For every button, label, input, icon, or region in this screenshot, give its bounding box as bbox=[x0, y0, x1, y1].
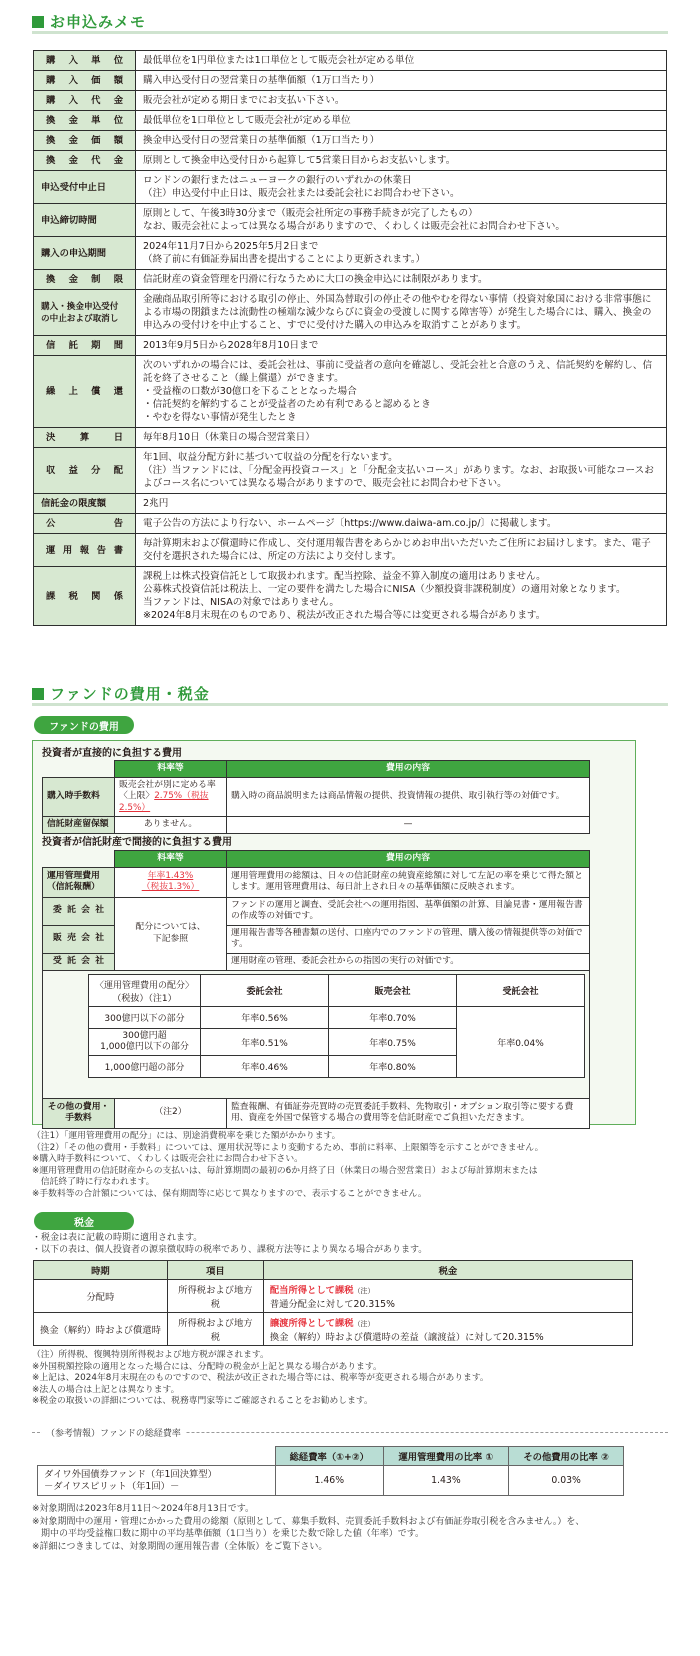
memo-row bbox=[34, 270, 667, 290]
col-content: 費用の内容 bbox=[227, 761, 590, 778]
tax-notes bbox=[32, 1350, 668, 1408]
total-ratio: 1.46% bbox=[276, 1466, 384, 1496]
memo-row bbox=[34, 91, 667, 111]
memo-label: 繰上償還 bbox=[34, 356, 136, 428]
memo-label: 決算日 bbox=[34, 428, 136, 448]
memo-label: 申込締切時間 bbox=[34, 204, 136, 237]
trustor-desc: ファンドの運用と調査、受託会社への運用指図、基準価額の計算、目論見書・運用報告書の作成等の対価です。 bbox=[227, 897, 590, 925]
memo-value: 最低単位を1円単位または1口単位として販売会社が定める単位 bbox=[136, 51, 667, 71]
section-title: ファンドの費用・税金 bbox=[50, 685, 210, 703]
square-bullet-icon bbox=[32, 16, 44, 28]
memo-value: 2013年9月5日から2028年8月10日まで bbox=[136, 336, 667, 356]
col-mgmt: 運用管理費用の比率 ① bbox=[383, 1447, 509, 1466]
alloc-tier: 300億円超 1,000億円以下の部分 bbox=[89, 1029, 201, 1056]
tax-type: 譲渡所得として課税 bbox=[269, 1318, 354, 1329]
memo-label: 購入単位 bbox=[34, 51, 136, 71]
direct-costs-title: 投資者が直接的に負担する費用 bbox=[42, 748, 182, 759]
memo-row bbox=[34, 237, 667, 270]
memo-value: 販売会社が定める期日までにお支払い下さい。 bbox=[136, 91, 667, 111]
allocation-note: 配分については、 下記参照 bbox=[115, 897, 227, 970]
other-fee-value: （注2） bbox=[115, 1098, 227, 1128]
section-header-fees-taxes bbox=[32, 684, 668, 706]
purchase-fee-desc: 購入時の商品説明または商品情報の提供、投資情報の提供、取引執行等の対価です。 bbox=[227, 777, 590, 817]
memo-value: 金融商品取引所等における取引の停止、外国為替取引の停止その他やむを得ない事情（投資対象国における非常事態による市場の閉鎖または流動性の極端な減少ならびに資金の受渡しに関する障害等）が発生した場合には、購入、換金の申込みの受付けを中止すること、すでに受付けた購入の申込みを取消すことがあります。 bbox=[136, 290, 667, 336]
note: （注）所得税、復興特別所得税および地方税が課されます。 bbox=[32, 1350, 269, 1360]
col-other: その他費用の比率 ② bbox=[509, 1447, 624, 1466]
intro-line: ・以下の表は、個人投資者の源泉徴収時の税率であり、課税方法等により異なる場合があります。 bbox=[32, 1244, 428, 1255]
note: ※外国税額控除の適用となった場合には、分配時の税金が上記と異なる場合があります。 bbox=[32, 1361, 382, 1372]
allocation-table bbox=[88, 974, 585, 1078]
note: ※手数料等の合計額については、保有期間等に応じて異なりますので、表示することができません。 bbox=[32, 1188, 427, 1199]
section-title: お申込みメモ bbox=[50, 13, 147, 31]
alloc-value: 年率0.56% bbox=[201, 1007, 329, 1029]
memo-row bbox=[34, 290, 667, 336]
memo-label: 換金単位 bbox=[34, 111, 136, 131]
memo-label: 課税関係 bbox=[34, 567, 136, 626]
memo-label: 申込受付中止日 bbox=[34, 171, 136, 204]
memo-value: 電子公告の方法により行ない、ホームページ〔https://www.daiwa-am.co.jp/〕に掲載します。 bbox=[136, 514, 667, 534]
col-timing: 時期 bbox=[34, 1261, 168, 1280]
col-item: 項目 bbox=[167, 1261, 263, 1280]
alloc-header: 受託会社 bbox=[457, 975, 585, 1007]
mgmt-fee-desc: 運用管理費用の総額は、日々の信託財産の純資産総額に対して左記の率を乗じて得た額とします。運用管理費用は、毎日計上され日々の基準価額に反映されます。 bbox=[227, 867, 590, 897]
memo-label: 換金価額 bbox=[34, 131, 136, 151]
memo-value: ロンドンの銀行またはニューヨークの銀行のいずれかの休業日 （注）申込受付中止日は、販売会社または委託会社にお問合わせ下さい。 bbox=[136, 171, 667, 204]
alloc-value: 年率0.46% bbox=[201, 1056, 329, 1078]
memo-row bbox=[34, 204, 667, 237]
note: ※対象期間は2023年8月11日～2024年8月13日です。 bbox=[32, 1504, 254, 1514]
memo-row bbox=[34, 356, 667, 428]
section-header-application-memo bbox=[32, 12, 668, 34]
expense-ratio-table bbox=[37, 1446, 624, 1496]
memo-row bbox=[34, 494, 667, 514]
intro-line: ・税金は表に記載の時期に適用されます。 bbox=[32, 1233, 203, 1243]
note: ※税金の取扱いの詳細については、税務専門家等にご確認されることをお勧めします。 bbox=[32, 1396, 373, 1406]
memo-label: 購入の申込期間 bbox=[34, 237, 136, 270]
row-label: その他の費用・ 手数料 bbox=[43, 1098, 115, 1128]
alloc-value: 年率0.80% bbox=[329, 1056, 457, 1078]
mgmt-fee-rate-ex: （税抜1.3%） bbox=[141, 882, 200, 892]
memo-label: 換金制限 bbox=[34, 270, 136, 290]
memo-label: 公告 bbox=[34, 514, 136, 534]
memo-value: 毎計算期末および償還時に作成し、交付運用報告書をあらかじめお申出いただいたご住所にお届けします。また、電子交付を選択された場合には、所定の方法により交付します。 bbox=[136, 534, 667, 567]
tax-item: 所得税および地方税 bbox=[167, 1280, 263, 1313]
tax-intro bbox=[32, 1233, 668, 1256]
alloc-header: 販売会社 bbox=[329, 975, 457, 1007]
note: （注1）「運用管理費用の配分」には、別途消費税率を乗じた額がかかります。 bbox=[32, 1131, 341, 1141]
memo-value: 次のいずれかの場合には、委託会社は、事前に受益者の意向を確認し、受託会社と合意のうえ、信託契約を解約し、信託を終了させること（繰上償還）ができます。 ・受益権の口数が30億口を下ることとなった場合 ・信託契約を解約することが受益者のため有利であると認めるとき ・やむを得ない事情が発生したとき bbox=[136, 356, 667, 428]
memo-value: 原則として換金申込受付日から起算して5営業日目からお支払いします。 bbox=[136, 151, 667, 171]
fee-notes bbox=[32, 1131, 668, 1200]
memo-row bbox=[34, 131, 667, 151]
col-total: 総経費率（①+②） bbox=[276, 1447, 384, 1466]
alloc-trustee: 年率0.04% bbox=[457, 1007, 585, 1078]
memo-row bbox=[34, 71, 667, 91]
purchase-fee-text: 販売会社が別に定める率 〈上限〉 bbox=[119, 779, 216, 801]
memo-value: 最低単位を1口単位として販売会社が定める単位 bbox=[136, 111, 667, 131]
memo-label: 運用報告書 bbox=[34, 534, 136, 567]
tax-rate: 換金（解約）時および償還時の差益（譲渡益）に対して20.315% bbox=[269, 1332, 544, 1343]
reference-title: （参考情報）ファンドの総経費率 bbox=[42, 1426, 185, 1439]
mgmt-fee-rate: 年率1.43% bbox=[147, 870, 194, 881]
note-mark: （注） bbox=[353, 1320, 375, 1328]
note: ※詳細につきましては、対象期間の運用報告書（全体版）をご覧下さい。 bbox=[32, 1541, 328, 1552]
reserve-value: ありません。 bbox=[115, 817, 227, 834]
memo-value: 2024年11月7日から2025年5月2日まで （終了前に有価証券届出書を提出することにより更新されます。） bbox=[136, 237, 667, 270]
reference-notes bbox=[32, 1503, 668, 1553]
memo-row bbox=[34, 111, 667, 131]
memo-row bbox=[34, 514, 667, 534]
memo-label: 信託金の限度額 bbox=[34, 494, 136, 514]
reserve-desc: — bbox=[227, 817, 590, 834]
other-ratio: 0.03% bbox=[509, 1466, 624, 1496]
memo-label: 購入・換金申込受付 の中止および取消し bbox=[34, 290, 136, 336]
memo-value: 購入申込受付日の翌営業日の基準価額（1万口当たり） bbox=[136, 71, 667, 91]
memo-value: 年1回、収益分配方針に基づいて収益の分配を行ないます。 （注）当ファンドには、「分配金再投資コース」と「分配金支払いコース」があります。なお、お取扱い可能なコースおよびコース名については異なる場合がありますので、販売会社にお問合わせ下さい。 bbox=[136, 448, 667, 494]
col-rate: 料率等 bbox=[115, 761, 227, 778]
memo-row bbox=[34, 171, 667, 204]
row-label: 販売会社 bbox=[43, 925, 115, 953]
tax-label: 税金 bbox=[34, 1212, 134, 1230]
note: （注2）「その他の費用・手数料」については、運用状況等により変動するため、事前に料率、上限額等を示すことができません。 bbox=[32, 1142, 544, 1153]
tax-table bbox=[33, 1260, 633, 1346]
trustee-desc: 運用財産の管理、委託会社からの指図の実行の対価です。 bbox=[227, 953, 590, 970]
memo-label: 収益分配 bbox=[34, 448, 136, 494]
purchase-fee-rate: 2.75%（税抜2.5%） bbox=[119, 791, 209, 813]
memo-label: 購入代金 bbox=[34, 91, 136, 111]
memo-row bbox=[34, 336, 667, 356]
tax-rate: 普通分配金に対して20.315% bbox=[269, 1299, 395, 1310]
note: ※法人の場合は上記とは異なります。 bbox=[32, 1384, 180, 1395]
tax-timing: 換金（解約）時および償還時 bbox=[34, 1313, 168, 1346]
row-label: 信託財産留保額 bbox=[43, 817, 115, 834]
col-rate: 料率等 bbox=[115, 851, 227, 868]
memo-row bbox=[34, 51, 667, 71]
memo-label: 購入価額 bbox=[34, 71, 136, 91]
direct-costs-table bbox=[42, 760, 590, 834]
alloc-tier: 300億円以下の部分 bbox=[89, 1007, 201, 1029]
tax-type: 配当所得として課税 bbox=[269, 1285, 354, 1296]
row-label: 購入時手数料 bbox=[43, 777, 115, 817]
mgmt-ratio: 1.43% bbox=[383, 1466, 509, 1496]
alloc-value: 年率0.70% bbox=[329, 1007, 457, 1029]
memo-row bbox=[34, 567, 667, 626]
memo-row bbox=[34, 151, 667, 171]
memo-row bbox=[34, 534, 667, 567]
col-content: 費用の内容 bbox=[227, 851, 590, 868]
distributor-desc: 運用報告書等各種書類の送付、口座内でのファンドの管理、購入後の情報提供等の対価です。 bbox=[227, 925, 590, 953]
indirect-costs-title: 投資者が信託財産で間接的に負担する費用 bbox=[42, 837, 232, 848]
square-bullet-icon bbox=[32, 688, 44, 700]
memo-value: 毎年8月10日（休業日の場合翌営業日） bbox=[136, 428, 667, 448]
memo-value: 信託財産の資金管理を円滑に行なうために大口の換金申込には制限があります。 bbox=[136, 270, 667, 290]
fund-name: ダイワ外国債券ファンド（年1回決算型） －ダイワスピリット（年1回）－ bbox=[38, 1466, 276, 1496]
memo-row bbox=[34, 428, 667, 448]
alloc-header: 委託会社 bbox=[201, 975, 329, 1007]
other-fee-desc: 監査報酬、有価証券売買時の売買委託手数料、先物取引・オプション取引等に要する費用、資産を外国で保管する場合の費用等を信託財産でご負担いただきます。 bbox=[227, 1098, 590, 1128]
note: ※対象期間中の運用・管理にかかった費用の総額（原則として、募集手数料、売買委託手数料および有価証券取引税を含みません。）を、 期中の平均受益権口数に期中の平均基準価額（1口当り）を乗じた数で除した値（年率）です。 bbox=[32, 1516, 585, 1539]
memo-value: 課税上は株式投資信託として取扱われます。配当控除、益金不算入制度の適用はありません。 公募株式投資信託は税法上、一定の要件を満たした場合にNISA（少額投資非課税制度）の適用対象となります。 当ファンドは、NISAの対象ではありません。 ※2024年8月末現在のものであり、税法が改正された場合等には変更される場合があります。 bbox=[136, 567, 667, 626]
tax-item: 所得税および地方税 bbox=[167, 1313, 263, 1346]
tax-timing: 分配時 bbox=[34, 1280, 168, 1313]
col-tax: 税金 bbox=[263, 1261, 632, 1280]
memo-value: 換金申込受付日の翌営業日の基準価額（1万口当たり） bbox=[136, 131, 667, 151]
memo-value: 2兆円 bbox=[136, 494, 667, 514]
row-label: 委託会社 bbox=[43, 897, 115, 925]
alloc-header: 〈運用管理費用の配分〉 （税抜）（注1） bbox=[89, 975, 201, 1007]
alloc-tier: 1,000億円超の部分 bbox=[89, 1056, 201, 1078]
note-mark: （注） bbox=[353, 1287, 375, 1295]
note: ※上記は、2024年8月末現在のものですので、税法が改正された場合等には、税率等が変更される場合があります。 bbox=[32, 1373, 489, 1383]
note: ※運用管理費用の信託財産からの支払いは、毎計算期間の最初の6か月終了日（休業日の場合翌営業日）および毎計算期末または 信託終了時に行なわれます。 bbox=[32, 1165, 538, 1187]
memo-label: 換金代金 bbox=[34, 151, 136, 171]
memo-row bbox=[34, 448, 667, 494]
memo-value: 原則として、午後3時30分まで（販売会社所定の事務手続きが完了したもの） なお、販売会社によっては異なる場合がありますので、くわしくは販売会社にお問合わせ下さい。 bbox=[136, 204, 667, 237]
alloc-value: 年率0.75% bbox=[329, 1029, 457, 1056]
fund-fees-label: ファンドの費用 bbox=[34, 716, 134, 734]
row-label: 受託会社 bbox=[43, 953, 115, 970]
memo-label: 信託期間 bbox=[34, 336, 136, 356]
note: ※購入時手数料について、くわしくは販売会社にお問合わせ下さい。 bbox=[32, 1154, 303, 1164]
application-memo-table bbox=[33, 50, 667, 626]
alloc-value: 年率0.51% bbox=[201, 1029, 329, 1056]
row-label: 運用管理費用 （信託報酬） bbox=[43, 867, 115, 897]
